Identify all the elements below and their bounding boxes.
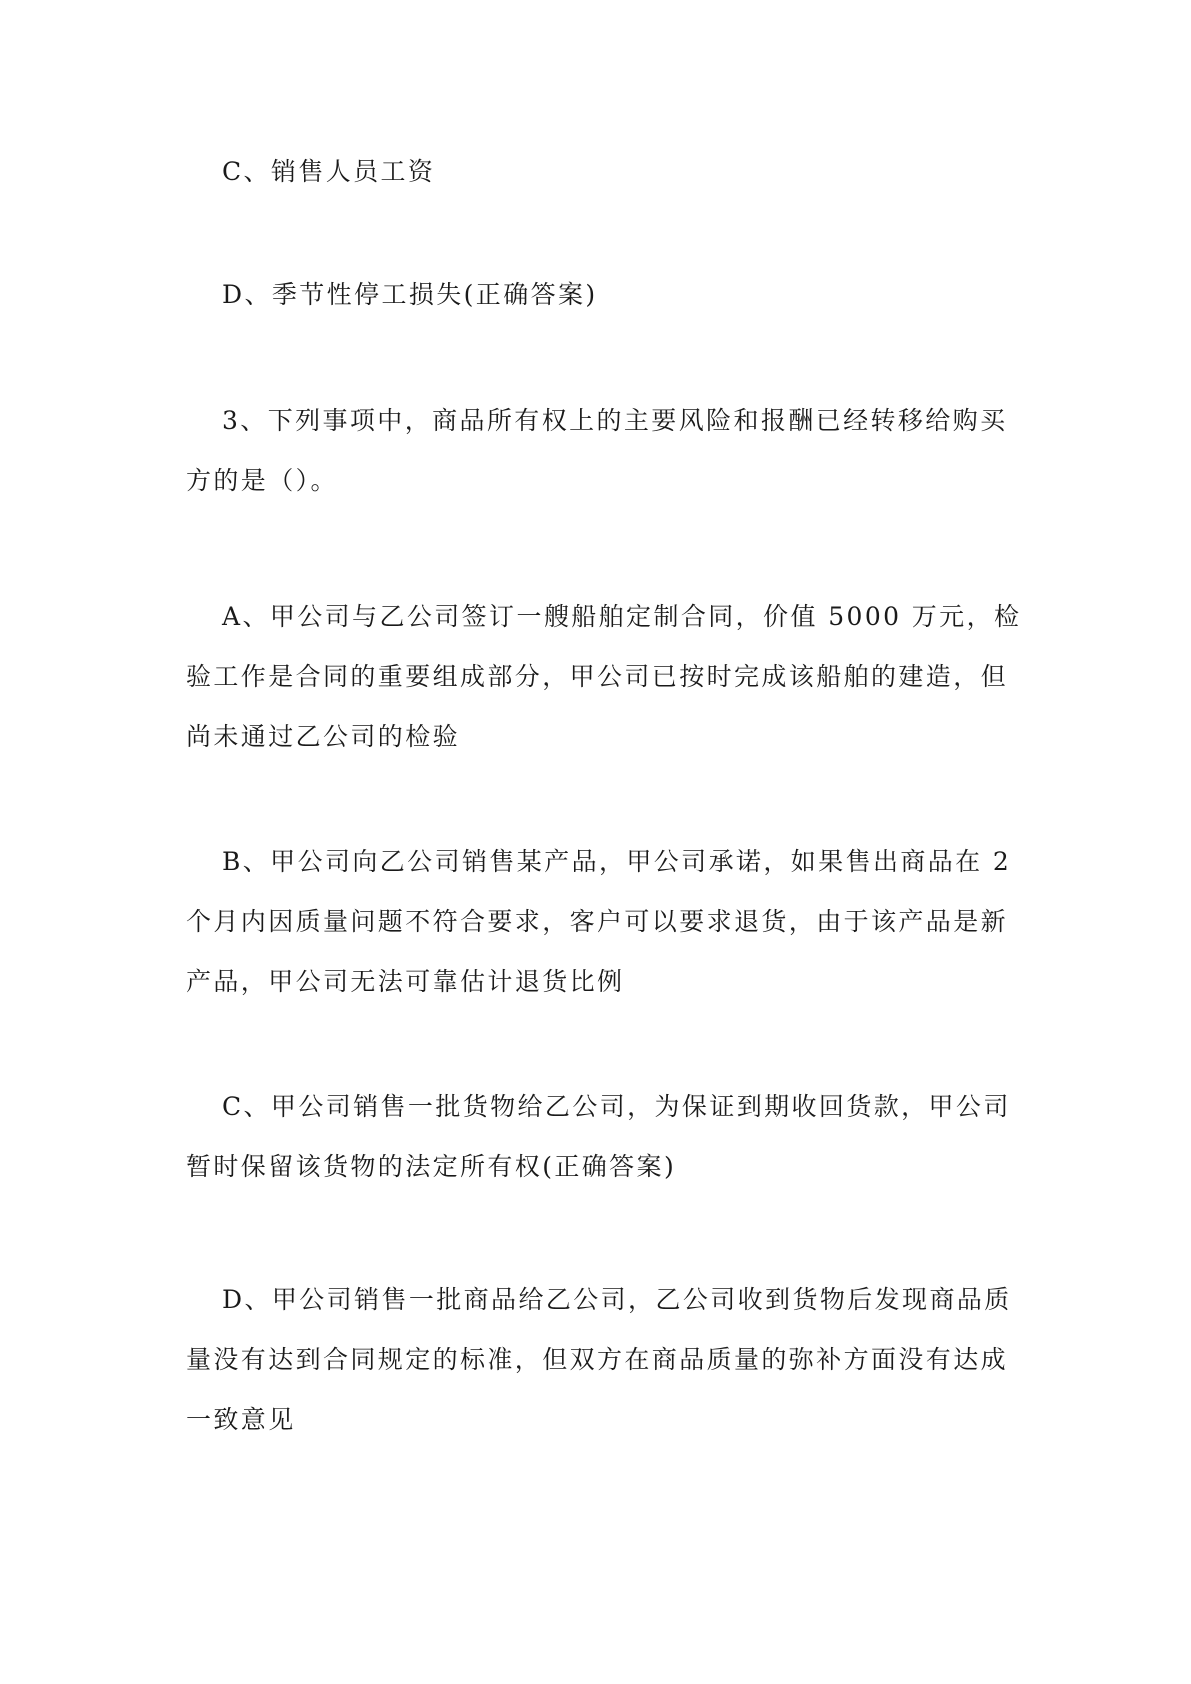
paragraph-line: 一致意见 [186, 1405, 296, 1434]
paragraph-line: B、甲公司向乙公司销售某产品，甲公司承诺，如果售出商品在 2 [222, 847, 1012, 876]
paragraph-line: A、甲公司与乙公司签订一艘船舶定制合同，价值 5000 万元，检 [222, 602, 1022, 631]
paragraph-line: 暂时保留该货物的法定所有权(正确答案) [186, 1152, 677, 1181]
question-3 [186, 391, 1022, 511]
paragraph-line: 3、下列事项中，商品所有权上的主要风险和报酬已经转移给购买 [222, 406, 1008, 435]
paragraph-line: 产品，甲公司无法可靠估计退货比例 [186, 967, 625, 996]
paragraph-line: 尚未通过乙公司的检验 [186, 722, 461, 751]
paragraph-line: C、销售人员工资 [222, 157, 436, 186]
paragraph-line: D、季节性停工损失(正确答案) [222, 280, 598, 309]
paragraph-line: 个月内因质量问题不符合要求，客户可以要求退货，由于该产品是新 [186, 907, 1009, 936]
paragraph-line: 量没有达到合同规定的标准，但双方在商品质量的弥补方面没有达成 [186, 1345, 1009, 1374]
question-3-option-b [186, 832, 1022, 1012]
paragraph-line: D、甲公司销售一批商品给乙公司，乙公司收到货物后发现商品质 [222, 1285, 1012, 1314]
paragraph-line: C、甲公司销售一批货物给乙公司，为保证到期收回货款，甲公司 [222, 1092, 1011, 1121]
question-3-option-c [186, 1077, 1022, 1197]
question-3-option-d [186, 1270, 1022, 1450]
paragraph-line: 方的是（）。 [186, 466, 338, 495]
option-c-sales-salary [186, 142, 1022, 202]
paragraph-line: 验工作是合同的重要组成部分，甲公司已按时完成该船舶的建造，但 [186, 662, 1009, 691]
option-d-seasonal-loss [186, 265, 1022, 325]
question-3-option-a [186, 587, 1022, 767]
